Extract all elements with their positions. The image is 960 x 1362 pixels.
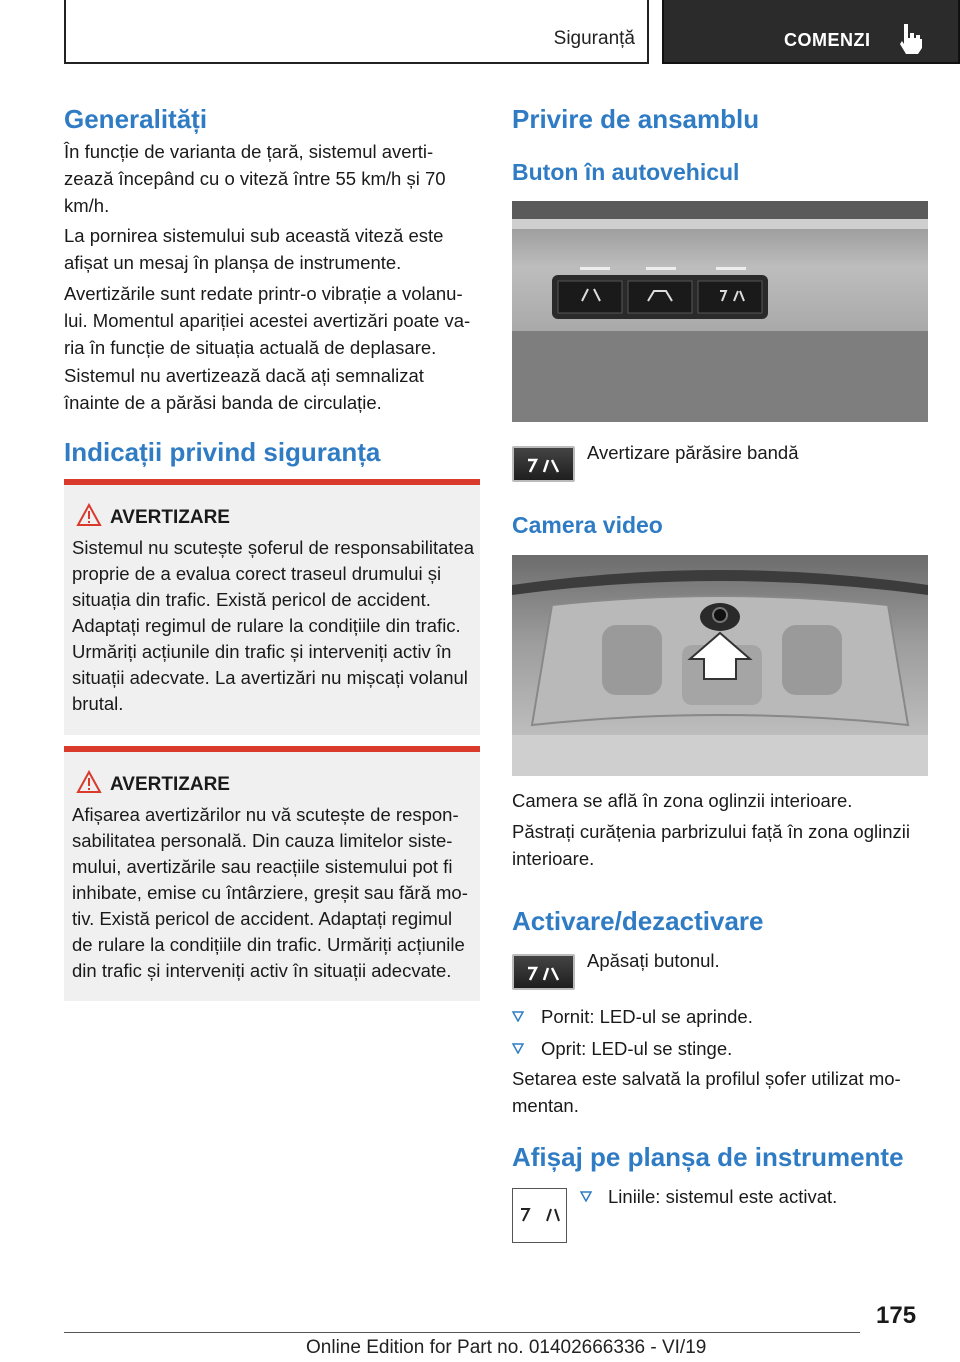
button-panel-illustration <box>512 201 928 422</box>
general-paragraph-4: Sistemul nu avertizează dacă ați semnalizat înainte de a părăsi banda de circulație. <box>64 365 424 413</box>
general-paragraph-3: Avertizările sunt redate printr-o vibrație a volanului. Momentul apariției acestei avertizări poate varia în funcție de situația actuală de deplasare. <box>64 283 471 358</box>
camera-paragraph-1: Camera se află în zona oglinzii interioare. <box>512 790 853 811</box>
camera-subheading: Camera video <box>512 512 663 538</box>
overview-heading: Privire de ansamblu <box>512 104 760 134</box>
lane-warning-button-icon <box>512 446 575 482</box>
lane-lines-icon <box>514 956 573 988</box>
bullet-triangle-icon <box>512 1010 524 1022</box>
camera-photo <box>512 555 928 776</box>
warning-triangle-icon <box>76 503 102 527</box>
setting-paragraph: Setarea este salvată la profilul șofer utilizat momentan. <box>512 1068 901 1116</box>
bullet-triangle-icon <box>580 1190 592 1202</box>
camera-illustration <box>512 555 928 776</box>
general-paragraph-1: În funcție de varianta de țară, sistemul avertizează începând cu o viteză între 55 km/h și 70 km/h. <box>64 141 446 216</box>
header-chapter-tab <box>662 0 960 64</box>
display-bullet-text: Liniile: sistemul este activat. <box>608 1186 838 1207</box>
page-number: 175 <box>876 1302 917 1329</box>
camera-paragraph-2: Păstrați curățenia parbrizului față în zona oglinzii interioare. <box>512 821 910 869</box>
display-heading: Afișaj pe planșa de instrumente <box>512 1142 904 1172</box>
warning-box-1 <box>64 479 480 735</box>
activation-text: Apăsați butonul. <box>587 950 720 971</box>
bullet-triangle-icon <box>512 1042 524 1054</box>
lane-lines-icon <box>514 448 573 480</box>
cluster-display-icon-frame <box>512 1188 567 1243</box>
warning-2-text: Afișarea avertizărilor nu vă scutește de responsabilitatea personală. Din cauza limitelor sistemului, avertizările sau reacțiile sistemului pot fi inhibate, emise cu întârziere, greșit sau fără motiv. Există pericol de accident. Adaptați regimul de rulare la condițiile din trafic. Urmăriți acțiunile din trafic și interveniți activ în situații adecvate. <box>72 804 468 981</box>
header-section-tab <box>64 0 649 64</box>
safety-heading: Indicații privind siguranța <box>64 437 381 467</box>
footer-divider <box>64 1332 860 1333</box>
button-panel-photo <box>512 201 928 422</box>
hand-pointer-icon <box>896 22 926 56</box>
footer-edition: Online Edition for Part no. 01402666336 - VI/19 <box>306 1337 707 1358</box>
activation-heading: Activare/dezactivare <box>512 906 764 936</box>
warning-triangle-icon <box>76 770 102 794</box>
lane-lines-active-icon <box>513 1189 565 1241</box>
general-paragraph-2: La pornirea sistemului sub această viteză este afișat un mesaj în planșa de instrumente. <box>64 225 444 273</box>
general-heading: Generalități <box>64 104 208 134</box>
warning-2-title: AVERTIZARE <box>110 774 230 795</box>
lane-warning-button-icon-2 <box>512 954 575 990</box>
warning-1-text: Sistemul nu scutește șoferul de responsabilitatea proprie de a evalua corect traseul drumului și situația din trafic. Există pericol de accident. Adaptați regimul de rulare la condițiile din trafic. Urmăriți acțiunile din trafic și interveniți activ în situații adecvate. La avertizări nu mișcați volanul brutal. <box>72 537 475 714</box>
bullet-off-text: Oprit: LED-ul se stinge. <box>541 1038 733 1059</box>
button-caption: Avertizare părăsire bandă <box>587 442 799 463</box>
warning-box-2 <box>64 746 480 1001</box>
warning-1-title: AVERTIZARE <box>110 507 230 528</box>
header-section-label: Siguranță <box>553 28 635 49</box>
button-subheading: Buton în autovehicul <box>512 159 740 185</box>
header-chapter-label: COMENZI <box>784 30 871 50</box>
bullet-on-text: Pornit: LED-ul se aprinde. <box>541 1006 753 1027</box>
